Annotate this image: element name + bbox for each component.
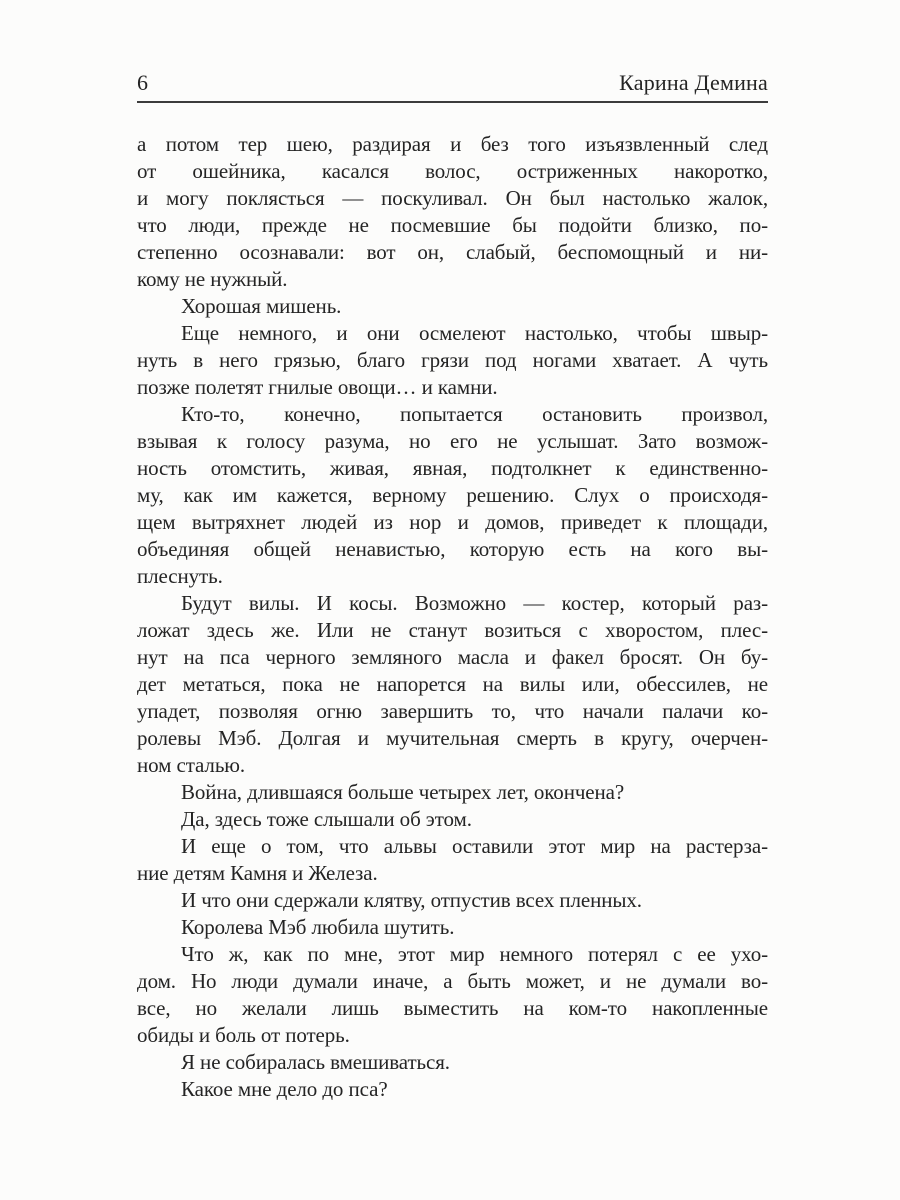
paragraph [137, 401, 768, 590]
text-line: Королева Мэб любила шутить. [181, 915, 455, 939]
page-header [137, 70, 768, 103]
text-line: плеснуть. [137, 564, 223, 588]
text-line: Кто-то, конечно, попытается остановить произвол, [181, 402, 768, 426]
text-line: нут на пса черного земляного масла и факел бросят. Он бу- [137, 645, 768, 669]
text-line: щем вытряхнет людей из нор и домов, приведет к площади, [137, 510, 768, 534]
text-line: позже полетят гнилые овощи… и камни. [137, 375, 498, 399]
text-line: а потом тер шею, раздирая и без того изъязвленный след [137, 132, 768, 156]
text-line: Война, длившаяся больше четырех лет, окончена? [181, 780, 625, 804]
text-line: И что они сдержали клятву, отпустив всех пленных. [181, 888, 642, 912]
text-line: Какое мне дело до пса? [181, 1077, 388, 1101]
text-line: Хорошая мишень. [181, 294, 342, 318]
paragraph [137, 1076, 768, 1103]
text-line: степенно осознавали: вот он, слабый, беспомощный и ни- [137, 240, 768, 264]
text-line: взывая к голосу разума, но его не услышат. Зато возмож- [137, 429, 768, 453]
text-line: ном сталью. [137, 753, 246, 777]
text-line: дет метаться, пока не напорется на вилы или, обессилев, не [137, 672, 768, 696]
paragraph [137, 131, 768, 293]
text-line: объединяя общей ненавистью, которую есть на кого вы- [137, 537, 768, 561]
paragraph [137, 1049, 768, 1076]
text-line: ролевы Мэб. Долгая и мучительная смерть в кругу, очерчен- [137, 726, 768, 750]
text-line: Еще немного, и они осмелеют настолько, чтобы швыр- [181, 321, 768, 345]
text-line: му, как им кажется, верному решению. Слух о происходя- [137, 483, 768, 507]
text-line: Будут вилы. И косы. Возможно — костер, который раз- [181, 591, 768, 615]
page-number: 6 [137, 70, 149, 95]
paragraph [137, 914, 768, 941]
text-line: и могу поклясться — поскуливал. Он был настолько жалок, [137, 186, 768, 210]
paragraph [137, 320, 768, 401]
text-line: Я не собиралась вмешиваться. [181, 1050, 450, 1074]
paragraph [137, 779, 768, 806]
running-title: Карина Демина [619, 70, 768, 95]
text-line: от ошейника, касался волос, остриженных накоротко, [137, 159, 768, 183]
text-line: упадет, позволяя огню завершить то, что начали палачи ко- [137, 699, 768, 723]
text-line: все, но желали лишь выместить на ком-то накопленные [137, 996, 768, 1020]
text-line: ность отомстить, живая, явная, подтолкнет к единственно- [137, 456, 768, 480]
paragraph [137, 941, 768, 1049]
paragraph [137, 887, 768, 914]
text-line: Что ж, как по мне, этот мир немного потерял с ее ухо- [181, 942, 768, 966]
text-line: ние детям Камня и Железа. [137, 861, 378, 885]
text-line: Да, здесь тоже слышали об этом. [181, 807, 472, 831]
text-line: нуть в него грязью, благо грязи под ногами хватает. А чуть [137, 348, 768, 372]
text-line: И еще о том, что альвы оставили этот мир на растерза- [181, 834, 768, 858]
paragraph [137, 590, 768, 779]
text-line: ложат здесь же. Или не станут возиться с хворостом, плес- [137, 618, 768, 642]
text-line: кому не нужный. [137, 267, 288, 291]
text-line: дом. Но люди думали иначе, а быть может, и не думали во- [137, 969, 768, 993]
text-line: что люди, прежде не посмевшие бы подойти близко, по- [137, 213, 768, 237]
paragraph [137, 833, 768, 887]
paragraph [137, 806, 768, 833]
paragraph [137, 293, 768, 320]
text-line: обиды и боль от потерь. [137, 1023, 350, 1047]
page-body [137, 131, 768, 1103]
